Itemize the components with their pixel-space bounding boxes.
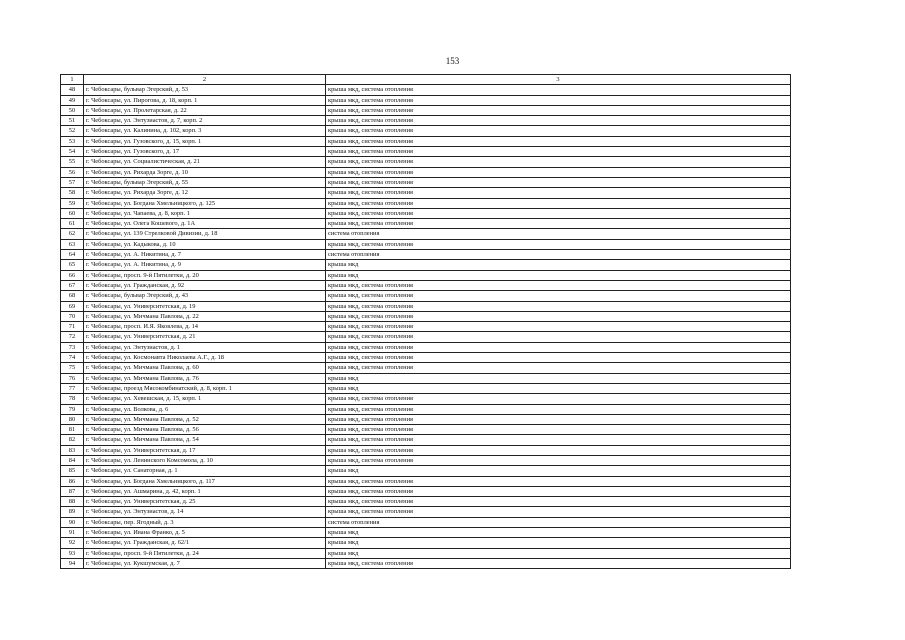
- row-number: 90: [61, 517, 84, 527]
- table-row: [61, 322, 791, 332]
- table-row: [61, 198, 791, 208]
- address-cell: г. Чебоксары, ул. Энтузиастов, д. 7, корп. 2: [84, 116, 326, 126]
- works-cell: крыша мкд, система отопления: [326, 404, 791, 414]
- works-cell: крыша мкд, система отопления: [326, 85, 791, 95]
- row-number: 84: [61, 455, 84, 465]
- works-cell: крыша мкд, система отопления: [326, 311, 791, 321]
- address-cell: г. Чебоксары, бульвар Эгерский, д. 53: [84, 85, 326, 95]
- address-cell: г. Чебоксары, ул. Волкова, д. 6: [84, 404, 326, 414]
- table-row: [61, 517, 791, 527]
- works-cell: крыша мкд, система отопления: [326, 497, 791, 507]
- works-cell: крыша мкд, система отопления: [326, 342, 791, 352]
- row-number: 48: [61, 85, 84, 95]
- table-row: [61, 528, 791, 538]
- row-number: 59: [61, 198, 84, 208]
- row-number: 49: [61, 95, 84, 105]
- row-number: 56: [61, 167, 84, 177]
- row-number: 53: [61, 136, 84, 146]
- address-cell: г. Чебоксары, ул. Олега Кошевого, д. 1А: [84, 219, 326, 229]
- row-number: 79: [61, 404, 84, 414]
- row-number: 72: [61, 332, 84, 342]
- address-cell: г. Чебоксары, просп. 9-й Пятилетки, д. 20: [84, 270, 326, 280]
- row-number: 94: [61, 558, 84, 568]
- address-cell: г. Чебоксары, ул. Пирогова, д. 18, корп. 1: [84, 95, 326, 105]
- table-row: [61, 445, 791, 455]
- table-row: [61, 250, 791, 260]
- address-cell: г. Чебоксары, ул. А. Никитина, д. 9: [84, 260, 326, 270]
- table-row: [61, 486, 791, 496]
- row-number: 74: [61, 353, 84, 363]
- header-col-3: 3: [326, 75, 791, 85]
- works-cell: крыша мкд, система отопления: [326, 136, 791, 146]
- header-col-1: 1: [61, 75, 84, 85]
- address-cell: г. Чебоксары, ул. Гражданская, д. 62/1: [84, 538, 326, 548]
- row-number: 70: [61, 311, 84, 321]
- table-row: [61, 311, 791, 321]
- works-cell: крыша мкд, система отопления: [326, 558, 791, 568]
- table-row: [61, 332, 791, 342]
- works-cell: крыша мкд, система отопления: [326, 435, 791, 445]
- row-number: 68: [61, 291, 84, 301]
- works-cell: крыша мкд: [326, 260, 791, 270]
- table-row: [61, 208, 791, 218]
- row-number: 66: [61, 270, 84, 280]
- table-row: [61, 383, 791, 393]
- address-cell: г. Чебоксары, ул. Университетская, д. 19: [84, 301, 326, 311]
- address-cell: г. Чебоксары, ул. Рихарда Зорге, д. 12: [84, 188, 326, 198]
- row-number: 63: [61, 239, 84, 249]
- row-number: 89: [61, 507, 84, 517]
- address-cell: г. Чебоксары, просп. И.Я. Яковлева, д. 14: [84, 322, 326, 332]
- address-cell: г. Чебоксары, ул. Мичмана Павлова, д. 56: [84, 425, 326, 435]
- table-row: [61, 239, 791, 249]
- works-cell: крыша мкд: [326, 548, 791, 558]
- row-number: 78: [61, 394, 84, 404]
- works-cell: крыша мкд, система отопления: [326, 507, 791, 517]
- works-cell: крыша мкд: [326, 270, 791, 280]
- works-cell: крыша мкд, система отопления: [326, 95, 791, 105]
- address-cell: г. Чебоксары, ул. Социалистическая, д. 21: [84, 157, 326, 167]
- works-cell: система отопления: [326, 517, 791, 527]
- table-row: [61, 394, 791, 404]
- address-cell: г. Чебоксары, ул. Мичмана Павлова, д. 76: [84, 373, 326, 383]
- table-row: [61, 466, 791, 476]
- works-cell: крыша мкд, система отопления: [326, 363, 791, 373]
- row-number: 57: [61, 177, 84, 187]
- address-cell: г. Чебоксары, ул. Мичмана Павлова, д. 22: [84, 311, 326, 321]
- row-number: 77: [61, 383, 84, 393]
- row-number: 69: [61, 301, 84, 311]
- row-number: 62: [61, 229, 84, 239]
- works-cell: крыша мкд, система отопления: [326, 486, 791, 496]
- address-cell: г. Чебоксары, ул. Гузовского, д. 17: [84, 147, 326, 157]
- address-cell: г. Чебоксары, ул. Санаторная, д. 1: [84, 466, 326, 476]
- table-row: [61, 280, 791, 290]
- works-cell: крыша мкд, система отопления: [326, 353, 791, 363]
- row-number: 76: [61, 373, 84, 383]
- table-row: [61, 116, 791, 126]
- table-row: [61, 507, 791, 517]
- works-cell: крыша мкд: [326, 383, 791, 393]
- address-cell: г. Чебоксары, ул. Ленинского Комсомола, д. 10: [84, 455, 326, 465]
- register-table-body: [61, 75, 791, 569]
- row-number: 82: [61, 435, 84, 445]
- row-number: 51: [61, 116, 84, 126]
- row-number: 86: [61, 476, 84, 486]
- table-row: [61, 363, 791, 373]
- works-cell: крыша мкд, система отопления: [326, 445, 791, 455]
- row-number: 61: [61, 219, 84, 229]
- row-number: 60: [61, 208, 84, 218]
- header-col-2: 2: [84, 75, 326, 85]
- address-cell: г. Чебоксары, бульвар Эгерский, д. 55: [84, 177, 326, 187]
- works-cell: крыша мкд, система отопления: [326, 280, 791, 290]
- row-number: 80: [61, 414, 84, 424]
- works-cell: крыша мкд, система отопления: [326, 455, 791, 465]
- page-number: 153: [445, 56, 460, 66]
- address-cell: г. Чебоксары, ул. Космонавта Николаева А.Г., д. 18: [84, 353, 326, 363]
- works-cell: крыша мкд, система отопления: [326, 198, 791, 208]
- works-cell: крыша мкд, система отопления: [326, 301, 791, 311]
- table-row: [61, 157, 791, 167]
- row-number: 91: [61, 528, 84, 538]
- works-cell: крыша мкд, система отопления: [326, 116, 791, 126]
- address-cell: г. Чебоксары, пер. Ягодный, д. 3: [84, 517, 326, 527]
- address-cell: г. Чебоксары, ул. Чапаева, д. 8, корп. 1: [84, 208, 326, 218]
- address-cell: г. Чебоксары, ул. Богдана Хмельницкого, д. 125: [84, 198, 326, 208]
- row-number: 67: [61, 280, 84, 290]
- works-cell: крыша мкд, система отопления: [326, 239, 791, 249]
- works-cell: крыша мкд, система отопления: [326, 322, 791, 332]
- row-number: 85: [61, 466, 84, 476]
- address-cell: г. Чебоксары, ул. Ивана Франко, д. 5: [84, 528, 326, 538]
- table-row: [61, 188, 791, 198]
- table-row: [61, 558, 791, 568]
- works-cell: крыша мкд, система отопления: [326, 177, 791, 187]
- row-number: 75: [61, 363, 84, 373]
- address-cell: г. Чебоксары, ул. Энтузиастов, д. 14: [84, 507, 326, 517]
- row-number: 92: [61, 538, 84, 548]
- address-cell: г. Чебоксары, ул. Богдана Хмельницкого, д. 117: [84, 476, 326, 486]
- works-cell: крыша мкд, система отопления: [326, 157, 791, 167]
- works-cell: крыша мкд: [326, 528, 791, 538]
- address-cell: г. Чебоксары, бульвар Эгерский, д. 43: [84, 291, 326, 301]
- table-row: [61, 291, 791, 301]
- address-cell: г. Чебоксары, ул. Университетская, д. 17: [84, 445, 326, 455]
- works-cell: крыша мкд, система отопления: [326, 332, 791, 342]
- table-row: [61, 177, 791, 187]
- works-cell: крыша мкд: [326, 373, 791, 383]
- table-row: [61, 136, 791, 146]
- table-row: [61, 342, 791, 352]
- table-header-row: [61, 75, 791, 85]
- address-cell: г. Чебоксары, ул. Университетская, д. 25: [84, 497, 326, 507]
- table-row: [61, 538, 791, 548]
- address-cell: г. Чебоксары, ул. Кадыкова, д. 10: [84, 239, 326, 249]
- address-cell: г. Чебоксары, ул. Калинина, д. 102, корп. 3: [84, 126, 326, 136]
- row-number: 54: [61, 147, 84, 157]
- address-cell: г. Чебоксары, ул. Ашмарина, д. 42, корп. 1: [84, 486, 326, 496]
- row-number: 50: [61, 105, 84, 115]
- table-row: [61, 435, 791, 445]
- works-cell: крыша мкд: [326, 538, 791, 548]
- table-row: [61, 353, 791, 363]
- works-cell: крыша мкд, система отопления: [326, 394, 791, 404]
- works-cell: крыша мкд: [326, 466, 791, 476]
- works-cell: система отопления: [326, 250, 791, 260]
- works-cell: крыша мкд, система отопления: [326, 476, 791, 486]
- row-number: 87: [61, 486, 84, 496]
- row-number: 52: [61, 126, 84, 136]
- row-number: 55: [61, 157, 84, 167]
- table-row: [61, 476, 791, 486]
- table-row: [61, 95, 791, 105]
- address-cell: г. Чебоксары, проезд Мясокомбинатский, д. 8, корп. 1: [84, 383, 326, 393]
- table-row: [61, 455, 791, 465]
- address-cell: г. Чебоксары, ул. Рихарда Зорге, д. 10: [84, 167, 326, 177]
- table-row: [61, 229, 791, 239]
- works-cell: крыша мкд, система отопления: [326, 414, 791, 424]
- works-cell: крыша мкд, система отопления: [326, 105, 791, 115]
- address-cell: г. Чебоксары, ул. Хевешская, д. 15, корп. 1: [84, 394, 326, 404]
- register-table: [60, 74, 791, 569]
- works-cell: крыша мкд, система отопления: [326, 291, 791, 301]
- works-cell: крыша мкд, система отопления: [326, 147, 791, 157]
- address-cell: г. Чебоксары, ул. А. Никитина, д. 7: [84, 250, 326, 260]
- table-row: [61, 167, 791, 177]
- works-cell: крыша мкд, система отопления: [326, 425, 791, 435]
- row-number: 64: [61, 250, 84, 260]
- table-row: [61, 147, 791, 157]
- table-row: [61, 270, 791, 280]
- table-row: [61, 497, 791, 507]
- row-number: 83: [61, 445, 84, 455]
- address-cell: г. Чебоксары, ул. Мичмана Павлова, д. 60: [84, 363, 326, 373]
- table-row: [61, 404, 791, 414]
- address-cell: г. Чебоксары, ул. Мичмана Павлова, д. 54: [84, 435, 326, 445]
- row-number: 73: [61, 342, 84, 352]
- works-cell: крыша мкд, система отопления: [326, 208, 791, 218]
- works-cell: система отопления: [326, 229, 791, 239]
- table-row: [61, 301, 791, 311]
- table-row: [61, 105, 791, 115]
- works-cell: крыша мкд, система отопления: [326, 188, 791, 198]
- table-row: [61, 548, 791, 558]
- address-cell: г. Чебоксары, ул. Гузовского, д. 15, корп. 1: [84, 136, 326, 146]
- address-cell: г. Чебоксары, ул. Гражданская, д. 92: [84, 280, 326, 290]
- row-number: 81: [61, 425, 84, 435]
- table-row: [61, 425, 791, 435]
- address-cell: г. Чебоксары, ул. 139 Стрелковой Дивизии, д. 18: [84, 229, 326, 239]
- address-cell: г. Чебоксары, ул. Мичмана Павлова, д. 52: [84, 414, 326, 424]
- table-row: [61, 126, 791, 136]
- table-row: [61, 219, 791, 229]
- address-cell: г. Чебоксары, ул. Университетская, д. 21: [84, 332, 326, 342]
- works-cell: крыша мкд, система отопления: [326, 167, 791, 177]
- row-number: 88: [61, 497, 84, 507]
- works-cell: крыша мкд, система отопления: [326, 219, 791, 229]
- table-row: [61, 414, 791, 424]
- works-cell: крыша мкд, система отопления: [326, 126, 791, 136]
- table-row: [61, 373, 791, 383]
- address-cell: г. Чебоксары, ул. Кукшумская, д. 7: [84, 558, 326, 568]
- table-row: [61, 260, 791, 270]
- address-cell: г. Чебоксары, ул. Пролетарская, д. 22: [84, 105, 326, 115]
- row-number: 93: [61, 548, 84, 558]
- table-row: [61, 85, 791, 95]
- row-number: 65: [61, 260, 84, 270]
- address-cell: г. Чебоксары, просп. 9-й Пятилетки, д. 24: [84, 548, 326, 558]
- row-number: 71: [61, 322, 84, 332]
- address-cell: г. Чебоксары, ул. Энтузиастов, д. 1: [84, 342, 326, 352]
- row-number: 58: [61, 188, 84, 198]
